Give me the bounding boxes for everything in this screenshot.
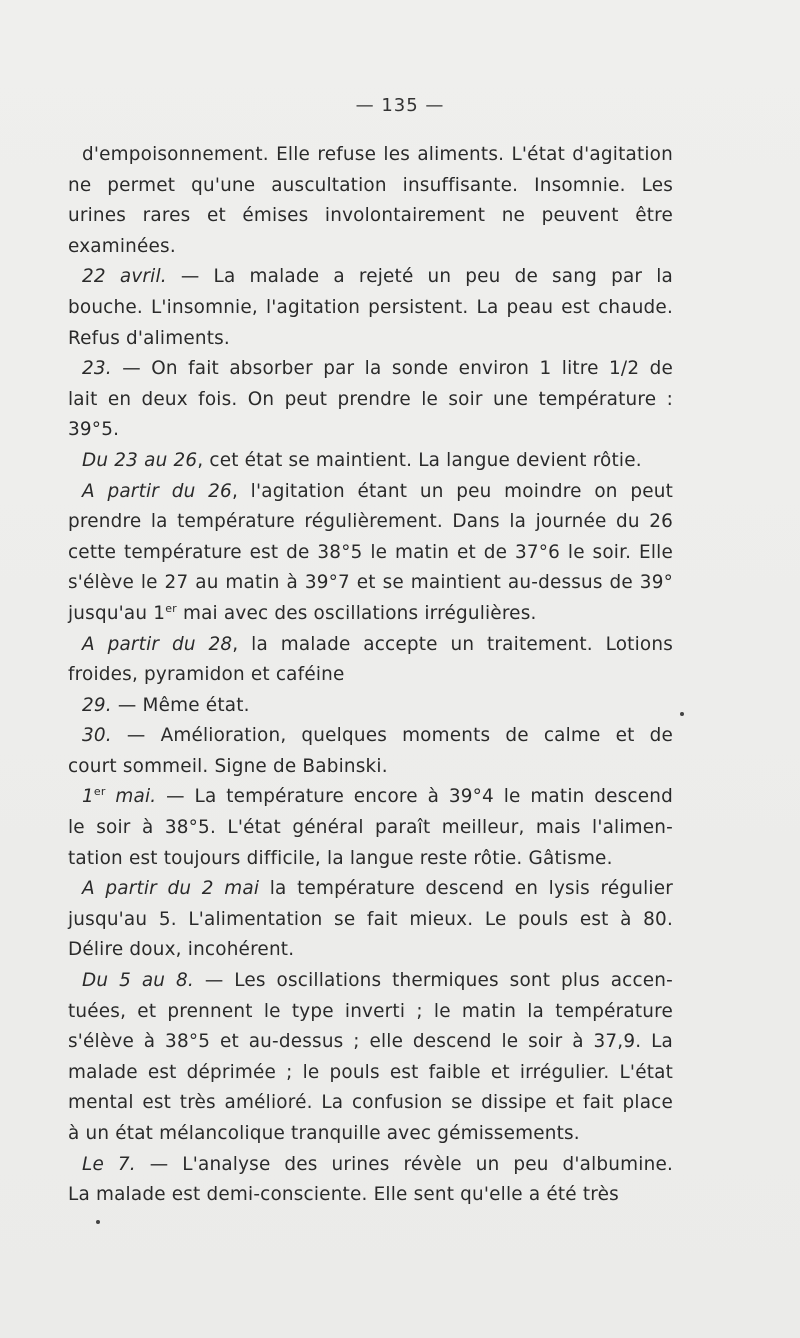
body-text — [68, 140, 673, 1211]
date-heading: A partir du 2 mai — [82, 878, 260, 900]
text-line — [68, 599, 673, 630]
paragraph — [68, 874, 673, 966]
text-run: La malade est demi-consciente. Elle sent qu'elle a été très — [68, 1184, 619, 1206]
text-run: ne permet qu'une auscultation insuffisante. Insomnie. Les — [68, 174, 673, 196]
text-line — [68, 538, 673, 569]
text-line — [68, 691, 673, 722]
text-run: froides, pyramidon et caféine — [68, 664, 345, 686]
paper-speck — [680, 712, 684, 716]
text-line — [68, 997, 673, 1028]
text-line — [68, 630, 673, 661]
text-line — [68, 721, 673, 752]
text-run: — Amélioration, quelques moments de calme et de — [111, 725, 673, 747]
date-heading: Du 23 au 26 — [82, 449, 198, 471]
text-line — [68, 1058, 673, 1089]
paragraph — [68, 354, 673, 446]
text-line — [68, 1119, 673, 1150]
paragraph — [68, 477, 673, 630]
text-run: — Même état. — [111, 694, 250, 716]
superscript: er — [165, 601, 177, 615]
text-line — [68, 1150, 673, 1181]
text-line — [68, 935, 673, 966]
text-run: s'élève le 27 au matin à 39°7 et se maintient au-dessus de 39° — [68, 572, 673, 594]
text-run: d'empoisonnement. Elle refuse les aliments. L'état d'agitation — [82, 144, 673, 165]
paragraph — [68, 721, 673, 782]
text-run: , cet état se maintient. La langue devient rôtie. — [197, 449, 642, 471]
date-heading: Le 7. — [82, 1153, 136, 1175]
date-heading: Du 5 au 8. — [82, 970, 194, 992]
text-run: Refus d'aliments. — [68, 327, 230, 349]
paragraph — [68, 691, 673, 722]
text-run: — Les oscillations thermiques sont plus accen- — [193, 970, 674, 992]
text-line — [68, 385, 673, 416]
date-heading: 22 avril. — [82, 266, 167, 288]
text-run: Délire doux, incohérent. — [68, 939, 295, 961]
text-run: 39°5. — [68, 419, 120, 441]
text-run: mental est très amélioré. La confusion se dissipe et fait place — [68, 1092, 673, 1114]
paragraph — [68, 782, 673, 874]
text-run: examinées. — [68, 235, 176, 257]
text-line — [68, 813, 673, 844]
paper-speck — [96, 1220, 100, 1224]
paragraph — [68, 630, 673, 691]
paragraph — [68, 1150, 673, 1211]
text-line — [68, 874, 673, 905]
date-heading: 23. — [82, 358, 112, 380]
date-heading: A partir du 26 — [82, 480, 232, 502]
text-run: mai avec des oscillations irrégulières. — [176, 602, 537, 624]
text-line — [68, 782, 673, 813]
date-heading: 29. — [82, 694, 112, 716]
text-run: — L'analyse des urines révèle un peu d'albumine. — [135, 1153, 674, 1175]
text-run: la température descend en lysis régulier — [259, 878, 673, 900]
text-run: le soir à 38°5. L'état général paraît meilleur, mais l'alimen- — [68, 817, 673, 839]
date-heading: 30. — [82, 725, 112, 747]
text-line — [68, 905, 673, 936]
text-run: — La malade a rejeté un peu de sang par la — [166, 266, 674, 288]
text-line — [68, 293, 673, 324]
text-line — [68, 477, 673, 508]
text-line — [68, 140, 673, 171]
text-line — [68, 660, 673, 691]
text-run: — La température encore à 39°4 le matin descend — [156, 786, 673, 808]
text-line — [68, 171, 673, 202]
text-run: court sommeil. Signe de Babinski. — [68, 755, 388, 777]
text-run: prendre la température régulièrement. Dans la journée du 26 — [68, 511, 673, 533]
text-run: , l'agitation étant un peu moindre on peut — [231, 480, 673, 502]
text-line — [68, 1027, 673, 1058]
text-run: urines rares et émises involontairement ne peuvent être — [68, 205, 673, 227]
text-run: à un état mélancolique tranquille avec gémissements. — [68, 1123, 580, 1144]
text-run: cette température est de 38°5 le matin et de 37°6 le soir. Elle — [68, 541, 673, 563]
date-heading: 1 — [82, 786, 94, 808]
text-line — [68, 752, 673, 783]
text-run: tation est toujours difficile, la langue reste rôtie. Gâtisme. — [68, 847, 613, 869]
text-run: jusqu'au 5. L'alimentation se fait mieux. Le pouls est à 80. — [68, 908, 673, 930]
text-line — [68, 324, 673, 355]
paragraph — [68, 966, 673, 1150]
text-line — [68, 415, 673, 446]
text-run: bouche. L'insomnie, l'agitation persistent. La peau est chaude. — [68, 296, 673, 318]
text-run: — On fait absorber par la sonde environ 1 litre 1/2 de — [111, 358, 673, 380]
text-run: s'élève à 38°5 et au-dessus ; elle descend le soir à 37,9. La — [68, 1031, 673, 1053]
paragraph — [68, 446, 673, 477]
text-run: , la malade accepte un traitement. Lotions — [232, 633, 673, 655]
text-line — [68, 232, 673, 263]
text-line — [68, 1180, 673, 1211]
text-line — [68, 966, 673, 997]
text-run: malade est déprimée ; le pouls est faible et irrégulier. L'état — [68, 1061, 673, 1083]
text-line — [68, 507, 673, 538]
text-line — [68, 262, 673, 293]
paragraph — [68, 262, 673, 354]
page-number: — 135 — — [355, 95, 445, 116]
superscript: er — [93, 785, 106, 799]
text-line — [68, 1088, 673, 1119]
text-line — [68, 446, 673, 477]
date-heading: A partir du 28 — [82, 633, 233, 655]
text-line — [68, 844, 673, 875]
text-line — [68, 354, 673, 385]
text-run: tuées, et prennent le type inverti ; le matin la température — [68, 1000, 673, 1022]
text-line — [68, 568, 673, 599]
text-run: jusqu'au 1 — [68, 602, 166, 624]
text-run: lait en deux fois. On peut prendre le soir une température : — [68, 388, 673, 410]
paragraph — [68, 140, 673, 262]
text-line — [68, 201, 673, 232]
date-heading: mai. — [105, 786, 157, 808]
